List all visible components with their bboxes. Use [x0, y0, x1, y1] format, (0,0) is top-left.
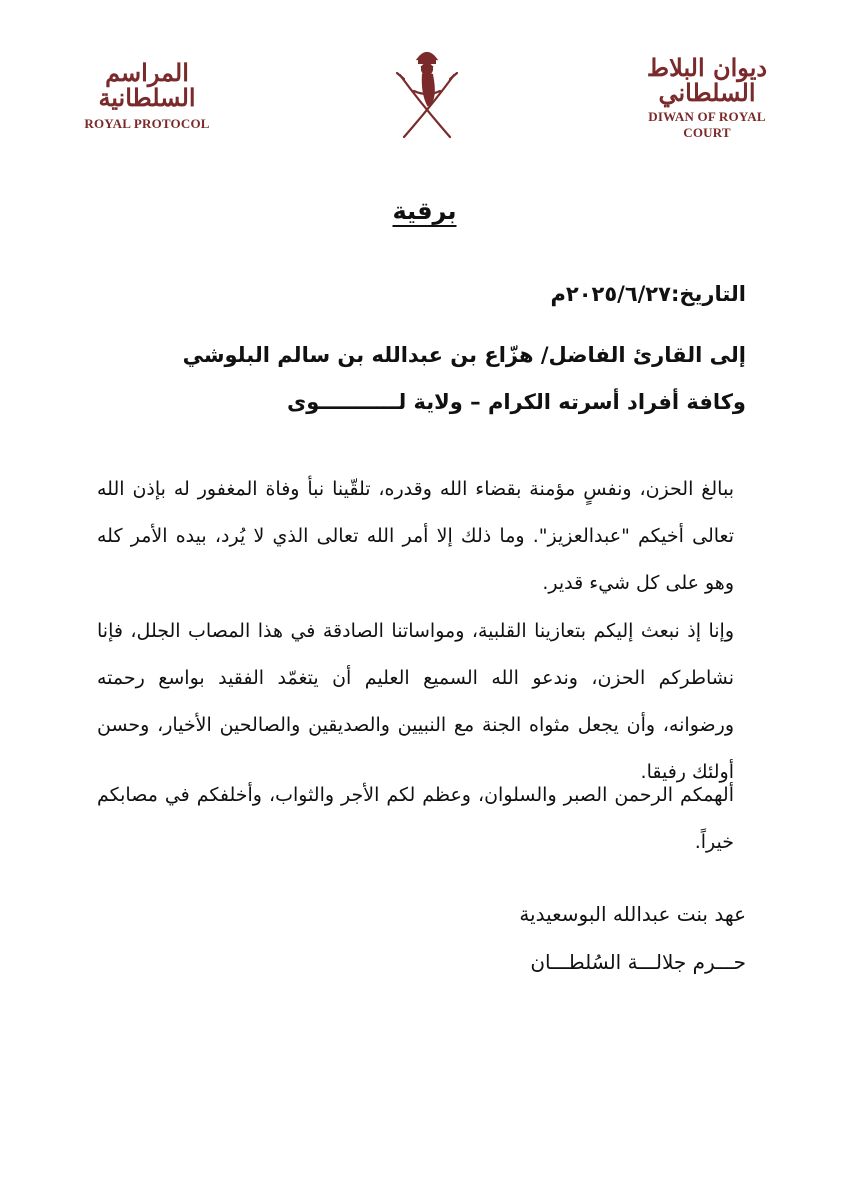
royal-protocol-logo	[72, 60, 222, 132]
document-title	[0, 197, 849, 225]
recipient-line-2: وكافة أفراد أسرته الكرام – ولاية لـــــــــــوى	[286, 390, 746, 414]
body-paragraph-3-text: ألهمكم الرحمن الصبر والسلوان، وعظم لكم الأجر والثواب، وأخلفكم في مصابكم خيراً.	[97, 784, 734, 853]
diwan-royal-court-logo	[632, 55, 782, 141]
protocol-logo-english: ROYAL PROTOCOL	[84, 116, 210, 132]
title-text: برقية	[392, 197, 457, 225]
khanjar-emblem-icon	[392, 45, 462, 145]
date-line: التاريخ:٢٠٢٥/٦/٢٧م	[550, 282, 746, 306]
body-paragraph-2-text: وإنا إذ نبعث إليكم بتعازينا القلبية، ومواساتنا الصادقة في هذا المصاب الجلل، فإنا نشاطركم الحزن، وندعو الله السميع العليم أن يتغمّد الفقيد بواسع رحمته ورضوانه، وأن يجعل مثواه الجنة مع النبيين والصديقين والصالحين الأخيار، وحسن أولئك رفيقا.	[97, 620, 734, 783]
body-paragraph-2	[97, 608, 752, 796]
recipient-line-1: إلى القارئ الفاضل/ هزّاع بن عبدالله بن سالم البلوشي	[182, 343, 746, 367]
diwan-logo-english: DIWAN OF ROYAL COURT	[648, 109, 766, 141]
protocol-logo-arabic: المراسم السلطانية	[98, 58, 196, 113]
signature-title: حـــرم جلالـــة السُلطـــان	[530, 950, 746, 974]
body-paragraph-3	[97, 772, 752, 866]
body-paragraph-1	[97, 466, 752, 607]
body-paragraph-1-text: ببالغ الحزن، ونفسٍ مؤمنة بقضاء الله وقدره، تلقّينا نبأ وفاة المغفور له بإذن الله تعالى أخيكم "عبدالعزيز". وما ذلك إلا أمر الله تعالى الذي لا يُرد، بيده الأمر كله وهو على كل شيء قدير.	[97, 478, 734, 594]
diwan-logo-arabic: ديوان البلاط السلطاني	[646, 53, 768, 108]
signature-name: عهد بنت عبدالله البوسعيدية	[519, 902, 746, 926]
